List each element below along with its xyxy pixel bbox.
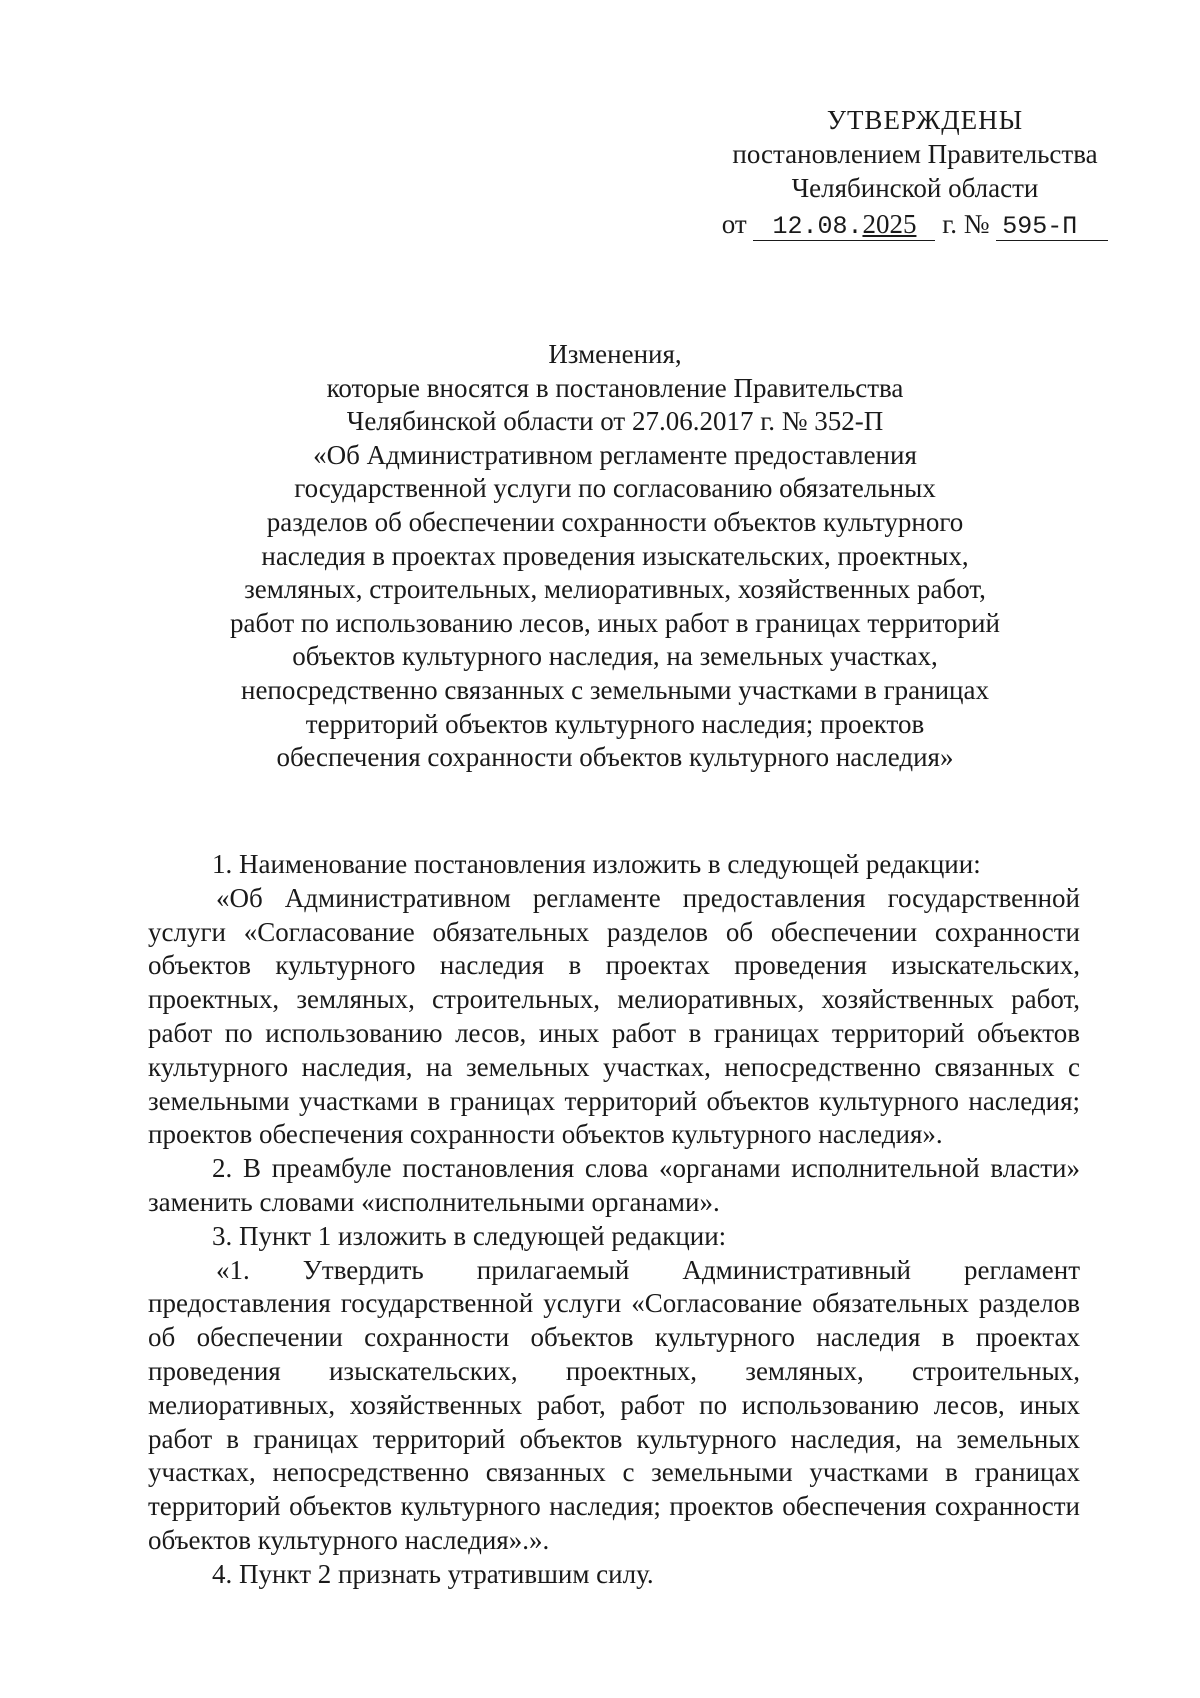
paragraph-item-4: 4. Пункт 2 признать утратившим силу.	[212, 1558, 654, 1589]
approval-block	[700, 103, 1130, 241]
approved-region-line: Челябинской области	[791, 173, 1039, 203]
from-prefix: от	[721, 209, 747, 239]
paragraph-item-2: 2. В преамбуле постановления слова «органами исполнительной власти» заменить словами «исполнительными органами».	[148, 1153, 1080, 1217]
approval-date-line	[700, 207, 1130, 241]
approved-heading: УТВЕРЖДЕНЫ	[826, 105, 1024, 135]
title-line: работ по использованию лесов, иных работ в границах территорий	[230, 607, 1000, 638]
approval-number: 595-П	[996, 214, 1108, 241]
title-line: непосредственно связанных с земельными участками в границах	[241, 674, 989, 705]
title-line: которые вносятся в постановление Правительства	[326, 372, 904, 403]
approval-year: 2025	[862, 209, 917, 239]
title-line: Изменения,	[548, 339, 682, 369]
title-line: территорий объектов культурного наследия; проектов	[305, 708, 925, 739]
approval-date-typed: 12.08.	[772, 212, 863, 241]
paragraph-quote-1: «Об Административном регламенте предоставления государственной услуги «Согласование обязательных разделов об обеспечении сохранности объектов культурного наследия в проектах проведения изыскательских, проектных, земляных, строительных, мелиоративных, хозяйственных работ, работ по использованию лесов, иных работ в границах территорий объектов культурного наследия, на земельных участках, непосредственно связанных с земельными участками в границах территорий объектов культурного наследия; проектов обеспечения сохранности объектов культурного наследия».	[148, 882, 1080, 1150]
document-body	[148, 848, 1080, 1592]
title-line: государственной услуги по согласованию обязательных	[294, 473, 936, 504]
paragraph-item-1: 1. Наименование постановления изложить в следующей редакции:	[212, 849, 981, 879]
title-line: земляных, строительных, мелиоративных, хозяйственных работ,	[244, 574, 986, 605]
approved-by-line: постановлением Правительства	[732, 139, 1098, 169]
title-line: Челябинской области от 27.06.2017 г. № 352-П	[346, 406, 884, 437]
approval-date	[753, 211, 935, 241]
title-line: наследия в проектах проведения изыскательских, проектных,	[261, 540, 969, 571]
year-suffix: г. №	[942, 209, 990, 239]
title-line: обеспечения сохранности объектов культурного наследия»	[276, 742, 954, 773]
document-title	[150, 338, 1080, 775]
paragraph-item-3: 3. Пункт 1 изложить в следующей редакции:	[212, 1220, 727, 1251]
title-line: объектов культурного наследия, на земельных участках,	[292, 641, 938, 672]
title-line: «Об Административном регламенте предоставления	[313, 439, 917, 470]
paragraph-quote-2: «1. Утвердить прилагаемый Административный регламент предоставления государственной услуги «Согласование обязательных разделов об обеспечении сохранности объектов культурного наследия в проектах проведения изыскательских, проектных, земляных, строительных, мелиоративных, хозяйственных работ, работ по использованию лесов, иных работ в границах территорий объектов культурного наследия, на земельных участках, непосредственно связанных с земельными участками в границах территорий объектов культурного наследия; проектов обеспечения сохранности объектов культурного наследия».».	[148, 1254, 1080, 1555]
title-line: разделов об обеспечении сохранности объектов культурного	[266, 506, 964, 537]
